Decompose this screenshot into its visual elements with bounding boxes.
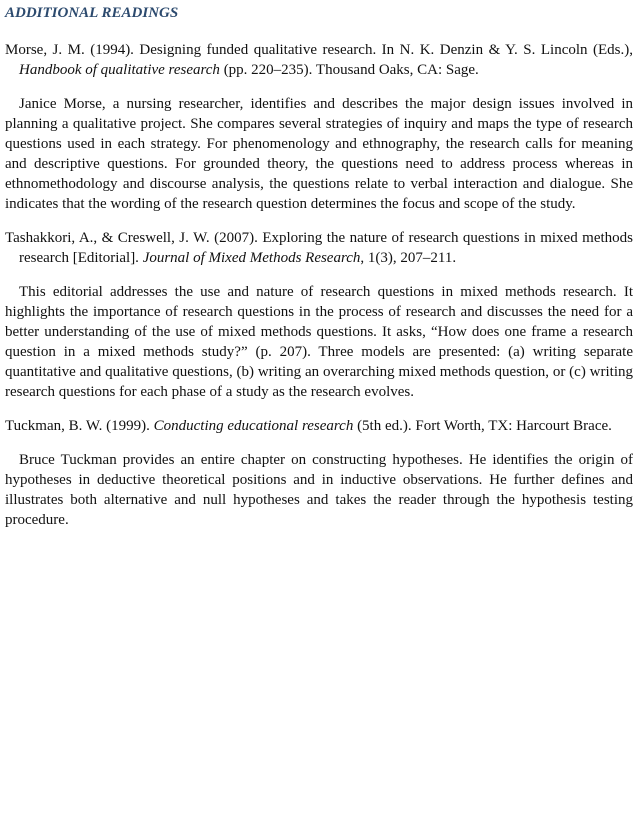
annotation-tashakkori: This editorial addresses the use and nature of research questions in mixed methods research. It highlights the importance of research questions in the process of research and discusses the need for a better understanding of the use of mixed methods questions. It asks, “How does one frame a research question in a mixed methods study?” (p. 207). Three models are presented: (a) writing separate quantitative and qualitative questions, (b) writing an overarching mixed methods question, or (c) writing research questions for each phase of a study as the research evolves. [5,284,633,400]
reference-text: (pp. 220–235). Thousand Oaks, CA: Sage. [219,62,479,78]
page [5,3,633,544]
reference-journal: Journal of Mixed Methods Research [142,250,361,266]
annotation-morse: Janice Morse, a nursing researcher, identifies and describes the major design issues involved in planning a qualitative project. She compares several strategies of inquiry and maps the type of research questions used in each strategy. For phenomenology and ethnography, the research calls for meaning and descriptive questions. For grounded theory, the questions need to address process whereas in ethnomethodology and discourse analysis, the questions relate to verbal interaction and dialogue. She indicates that the wording of the research question determines the focus and scope of the study. [5,96,633,212]
reference-text: Tashakkori, A., & Creswell, J. W. (2007). Exploring the nature of research questions in mixed methods research [Editorial]. [5,230,633,266]
reference-tuckman [5,416,633,436]
reference-text: Morse, J. M. (1994). Designing funded qualitative research. In N. K. Denzin & Y. S. Lincoln (Eds.), [5,42,633,58]
annotation-tuckman: Bruce Tuckman provides an entire chapter on constructing hypotheses. He identifies the origin of hypotheses in deductive theoretical positions and in inductive observations. He further defines and illustrates both alternative and null hypotheses and takes the reader through the hypothesis testing procedure. [5,452,633,528]
reference-text: , 1(3), 207–211. [360,250,457,266]
reference-title: Conducting educational research [153,418,354,434]
reference-text: Tuckman, B. W. (1999). [5,418,154,434]
section-heading: ADDITIONAL READINGS [5,5,179,21]
reference-morse [5,40,633,80]
reference-text: (5th ed.). Fort Worth, TX: Harcourt Brace. [353,418,612,434]
reference-title: Handbook of qualitative research [19,62,220,78]
reference-tashakkori [5,228,633,268]
